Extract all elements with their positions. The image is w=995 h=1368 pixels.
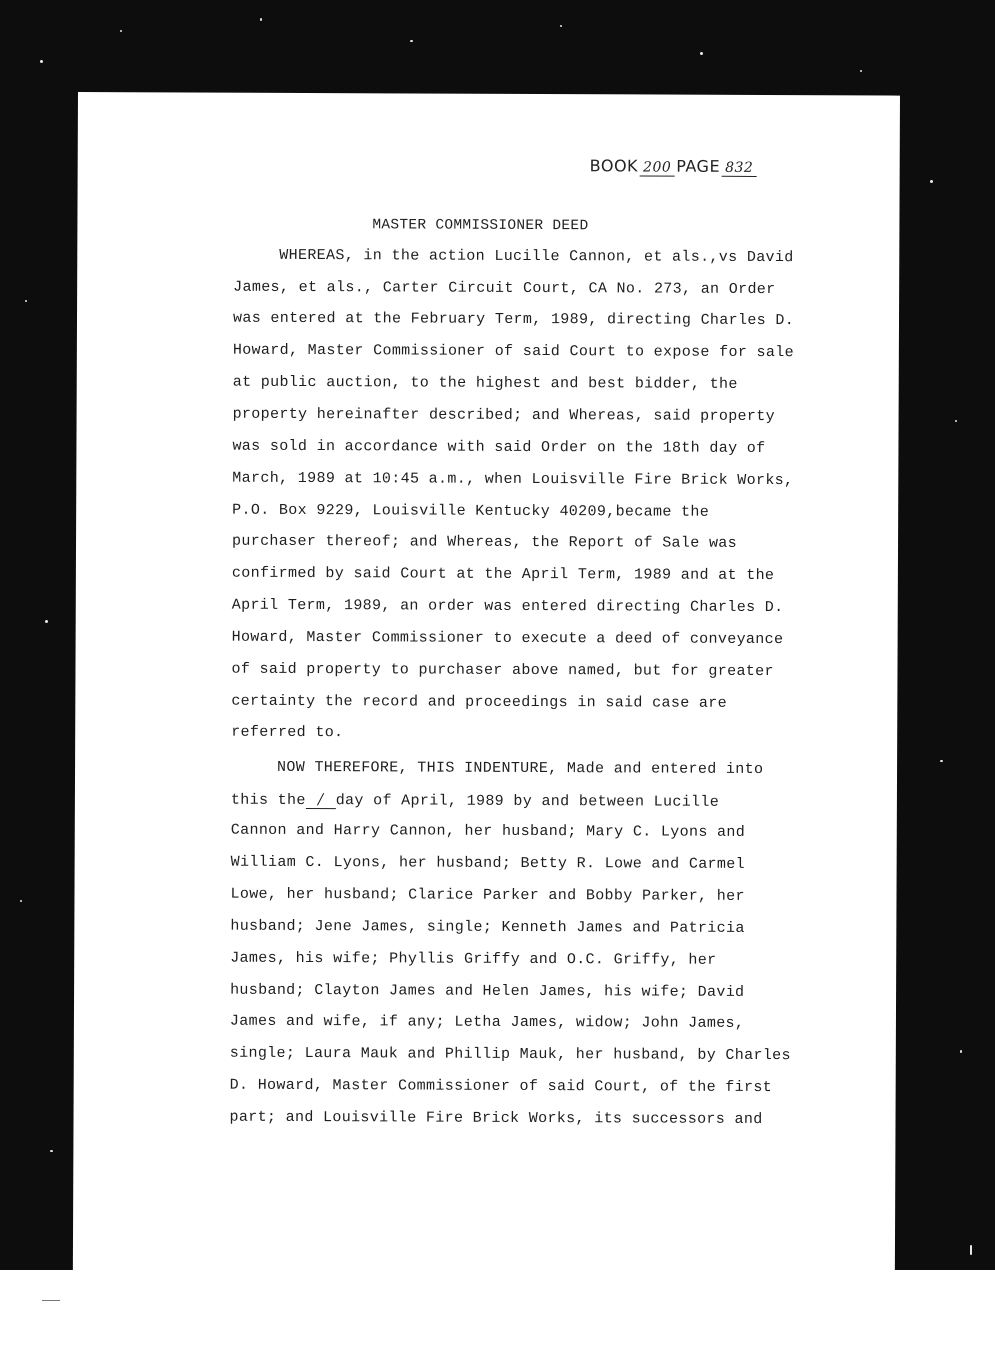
- page-number: 832: [722, 160, 756, 177]
- paragraph-line: Howard, Master Commissioner to execute a deed of conveyance: [231, 628, 784, 649]
- paragraph-line: confirmed by said Court at the April Term, 1989 and at the: [231, 564, 775, 585]
- paragraph-line: part; and Louisville Fire Brick Works, its successors and: [229, 1108, 763, 1128]
- paragraph-line: James, his wife; Phyllis Griffy and O.C. Griffy, her: [230, 949, 717, 969]
- paragraph-line: single; Laura Mauk and Phillip Mauk, her husband, by Charles: [229, 1044, 791, 1065]
- paragraph-line: was sold in accordance with said Order on the 18th day of: [232, 437, 766, 458]
- paragraph-line: husband; Jene James, single; Kenneth James and Patricia: [230, 917, 745, 937]
- paragraph-line: certainty the record and proceedings in said case are: [231, 692, 728, 712]
- date-suffix: day of April, 1989 by and between Lucille: [335, 792, 720, 811]
- date-prefix: this the: [230, 791, 306, 810]
- paragraph-line: Howard, Master Commissioner of said Court to expose for sale: [232, 341, 795, 362]
- paragraph-line: property hereinafter described; and Whereas, said property: [232, 405, 776, 426]
- document-page: [73, 92, 900, 1274]
- paragraph-line: P.O. Box 9229, Louisville Kentucky 40209,became the: [232, 501, 710, 521]
- deed-body: [229, 246, 873, 1128]
- paragraph-line: at public auction, to the highest and best bidder, the: [232, 373, 738, 393]
- paragraph-line: James, et als., Carter Circuit Court, CA No. 273, an Order: [233, 278, 776, 299]
- book-label: BOOK: [589, 156, 639, 176]
- scan-bottom-margin: [0, 1270, 995, 1368]
- paragraph-line: purchaser thereof; and Whereas, the Report of Sale was: [232, 532, 738, 552]
- paragraph-line: April Term, 1989, an order was entered directing Charles D.: [231, 596, 784, 617]
- paragraph-line: referred to.: [231, 723, 344, 742]
- scan-mark: [42, 1300, 60, 1301]
- book-page-reference: [590, 156, 759, 177]
- paragraph-line: NOW THEREFORE, THIS INDENTURE, Made and entered into: [277, 758, 764, 778]
- paragraph-line: D. Howard, Master Commissioner of said Court, of the first: [229, 1076, 773, 1097]
- document-title: MASTER COMMISSIONER DEED: [372, 217, 589, 235]
- handwritten-day: /: [306, 790, 336, 809]
- paragraph-line: WHEREAS, in the action Lucille Cannon, et als.,vs David: [279, 246, 794, 267]
- page-label: PAGE: [676, 156, 721, 176]
- paragraph-line: William C. Lyons, her husband; Betty R. Lowe and Carmel: [230, 853, 746, 873]
- paragraph-line: was entered at the February Term, 1989, directing Charles D.: [232, 309, 795, 330]
- paragraph-line-with-date: [231, 790, 719, 811]
- paragraph-line: husband; Clayton James and Helen James, his wife; David: [230, 981, 745, 1001]
- paragraph-line: James and wife, if any; Letha James, widow; John James,: [229, 1012, 745, 1032]
- paragraph-line: Cannon and Harry Cannon, her husband; Mary C. Lyons and: [230, 821, 746, 841]
- paragraph-line: of said property to purchaser above named, but for greater: [231, 660, 774, 681]
- paragraph-line: March, 1989 at 10:45 a.m., when Louisville Fire Brick Works,: [232, 469, 794, 490]
- paragraph-line: Lowe, her husband; Clarice Parker and Bobby Parker, her: [230, 885, 745, 905]
- book-number: 200: [640, 159, 674, 176]
